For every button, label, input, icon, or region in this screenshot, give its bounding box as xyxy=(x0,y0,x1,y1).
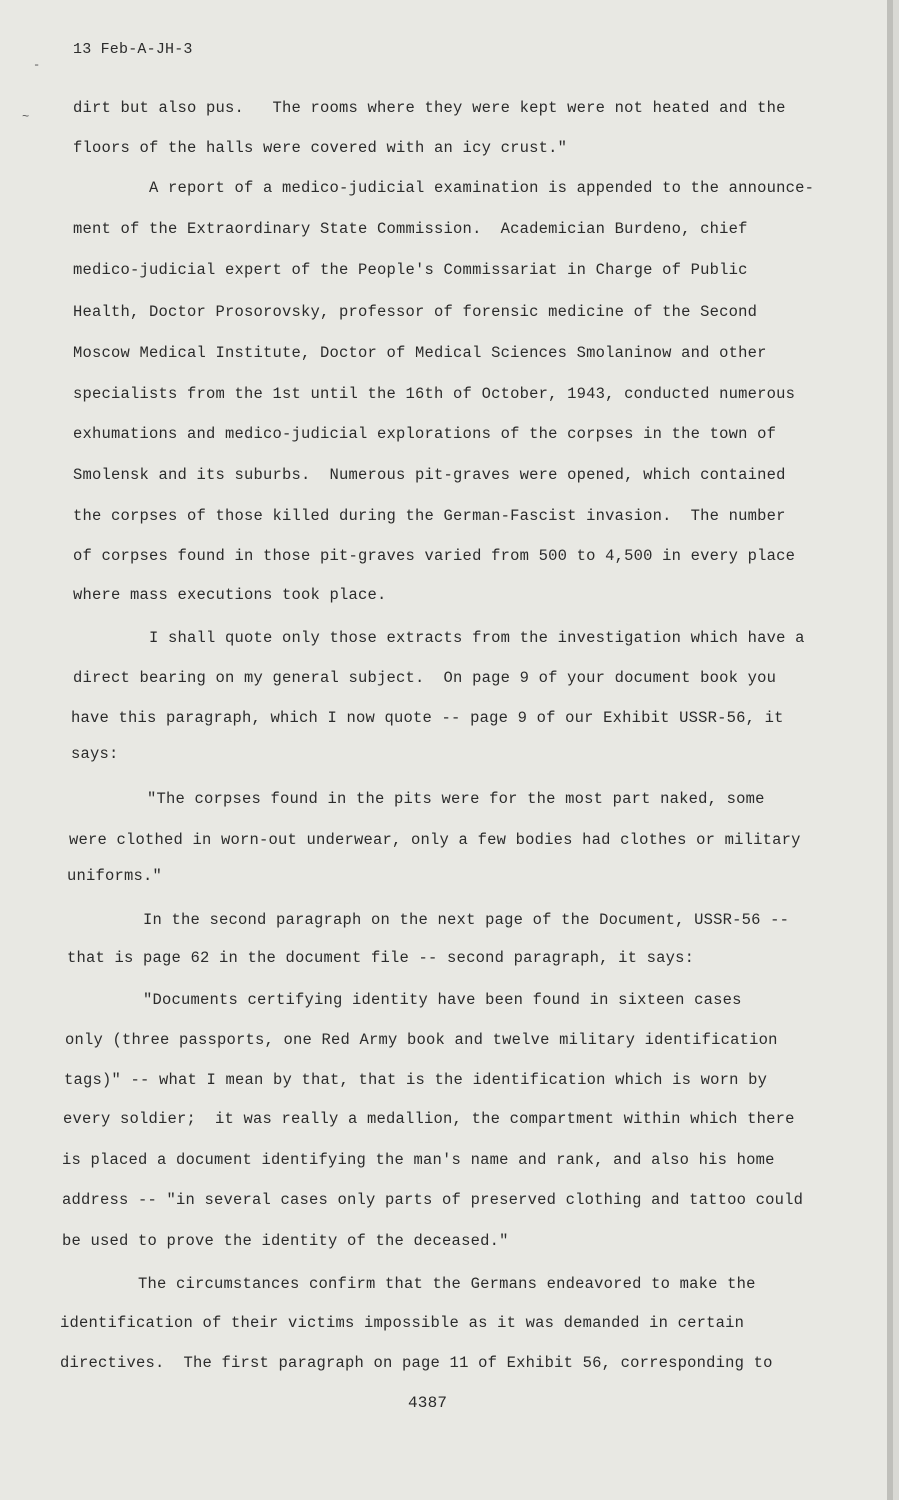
body-line: "Documents certifying identity have been found in sixteen cases xyxy=(67,991,742,1009)
page-number: 4387 xyxy=(408,1394,448,1412)
body-line: I shall quote only those extracts from the investigation which have a xyxy=(73,629,805,647)
body-line: Smolensk and its suburbs. Numerous pit-graves were opened, which contained xyxy=(73,466,786,484)
body-line: specialists from the 1st until the 16th of October, 1943, conducted numerous xyxy=(73,385,796,403)
body-line: A report of a medico-judicial examination is appended to the announce- xyxy=(73,179,815,197)
body-line: floors of the halls were covered with an icy crust." xyxy=(73,139,568,157)
body-line: every soldier; it was really a medallion, the compartment within which there xyxy=(63,1110,795,1128)
page-edge xyxy=(887,0,893,1500)
margin-mark: ~ xyxy=(22,110,30,124)
body-line: identification of their victims impossible as it was demanded in certain xyxy=(60,1314,745,1332)
body-line: uniforms." xyxy=(67,867,163,885)
body-line: have this paragraph, which I now quote -- page 9 of our Exhibit USSR-56, it xyxy=(71,709,784,727)
body-line: be used to prove the identity of the deceased." xyxy=(62,1232,509,1250)
body-line: directives. The first paragraph on page 11 of Exhibit 56, corresponding to xyxy=(60,1354,773,1372)
body-line: Health, Doctor Prosorovsky, professor of forensic medicine of the Second xyxy=(73,303,758,321)
body-line: dirt but also pus. The rooms where they were kept were not heated and the xyxy=(73,99,786,117)
body-line: where mass executions took place. xyxy=(73,586,387,604)
body-line: tags)" -- what I mean by that, that is the identification which is worn by xyxy=(64,1071,768,1089)
body-line: exhumations and medico-judicial explorations of the corpses in the town of xyxy=(73,425,777,443)
body-line: were clothed in worn-out underwear, only a few bodies had clothes or military xyxy=(69,831,801,849)
body-line: of corpses found in those pit-graves varied from 500 to 4,500 in every place xyxy=(73,547,796,565)
margin-mark: - xyxy=(33,58,41,72)
body-line: direct bearing on my general subject. On page 9 of your document book you xyxy=(73,669,777,687)
document-header-ref: 13 Feb-A-JH-3 xyxy=(73,41,193,58)
body-line: only (three passports, one Red Army book and twelve military identification xyxy=(65,1031,778,1049)
body-line: Moscow Medical Institute, Doctor of Medical Sciences Smolaninow and other xyxy=(73,344,767,362)
body-line: the corpses of those killed during the German-Fascist invasion. The number xyxy=(73,507,786,525)
body-line: medico-judicial expert of the People's Commissariat in Charge of Public xyxy=(73,261,748,279)
body-line: In the second paragraph on the next page of the Document, USSR-56 -- xyxy=(67,911,790,929)
body-line: ment of the Extraordinary State Commission. Academician Burdeno, chief xyxy=(73,220,748,238)
body-line: "The corpses found in the pits were for the most part naked, some xyxy=(71,790,765,808)
body-line: that is page 62 in the document file -- second paragraph, it says: xyxy=(67,949,695,967)
body-line: is placed a document identifying the man's name and rank, and also his home xyxy=(62,1151,775,1169)
body-line: address -- "in several cases only parts of preserved clothing and tattoo could xyxy=(62,1191,804,1209)
body-line: The circumstances confirm that the Germans endeavored to make the xyxy=(62,1275,756,1293)
body-line: says: xyxy=(71,745,119,763)
